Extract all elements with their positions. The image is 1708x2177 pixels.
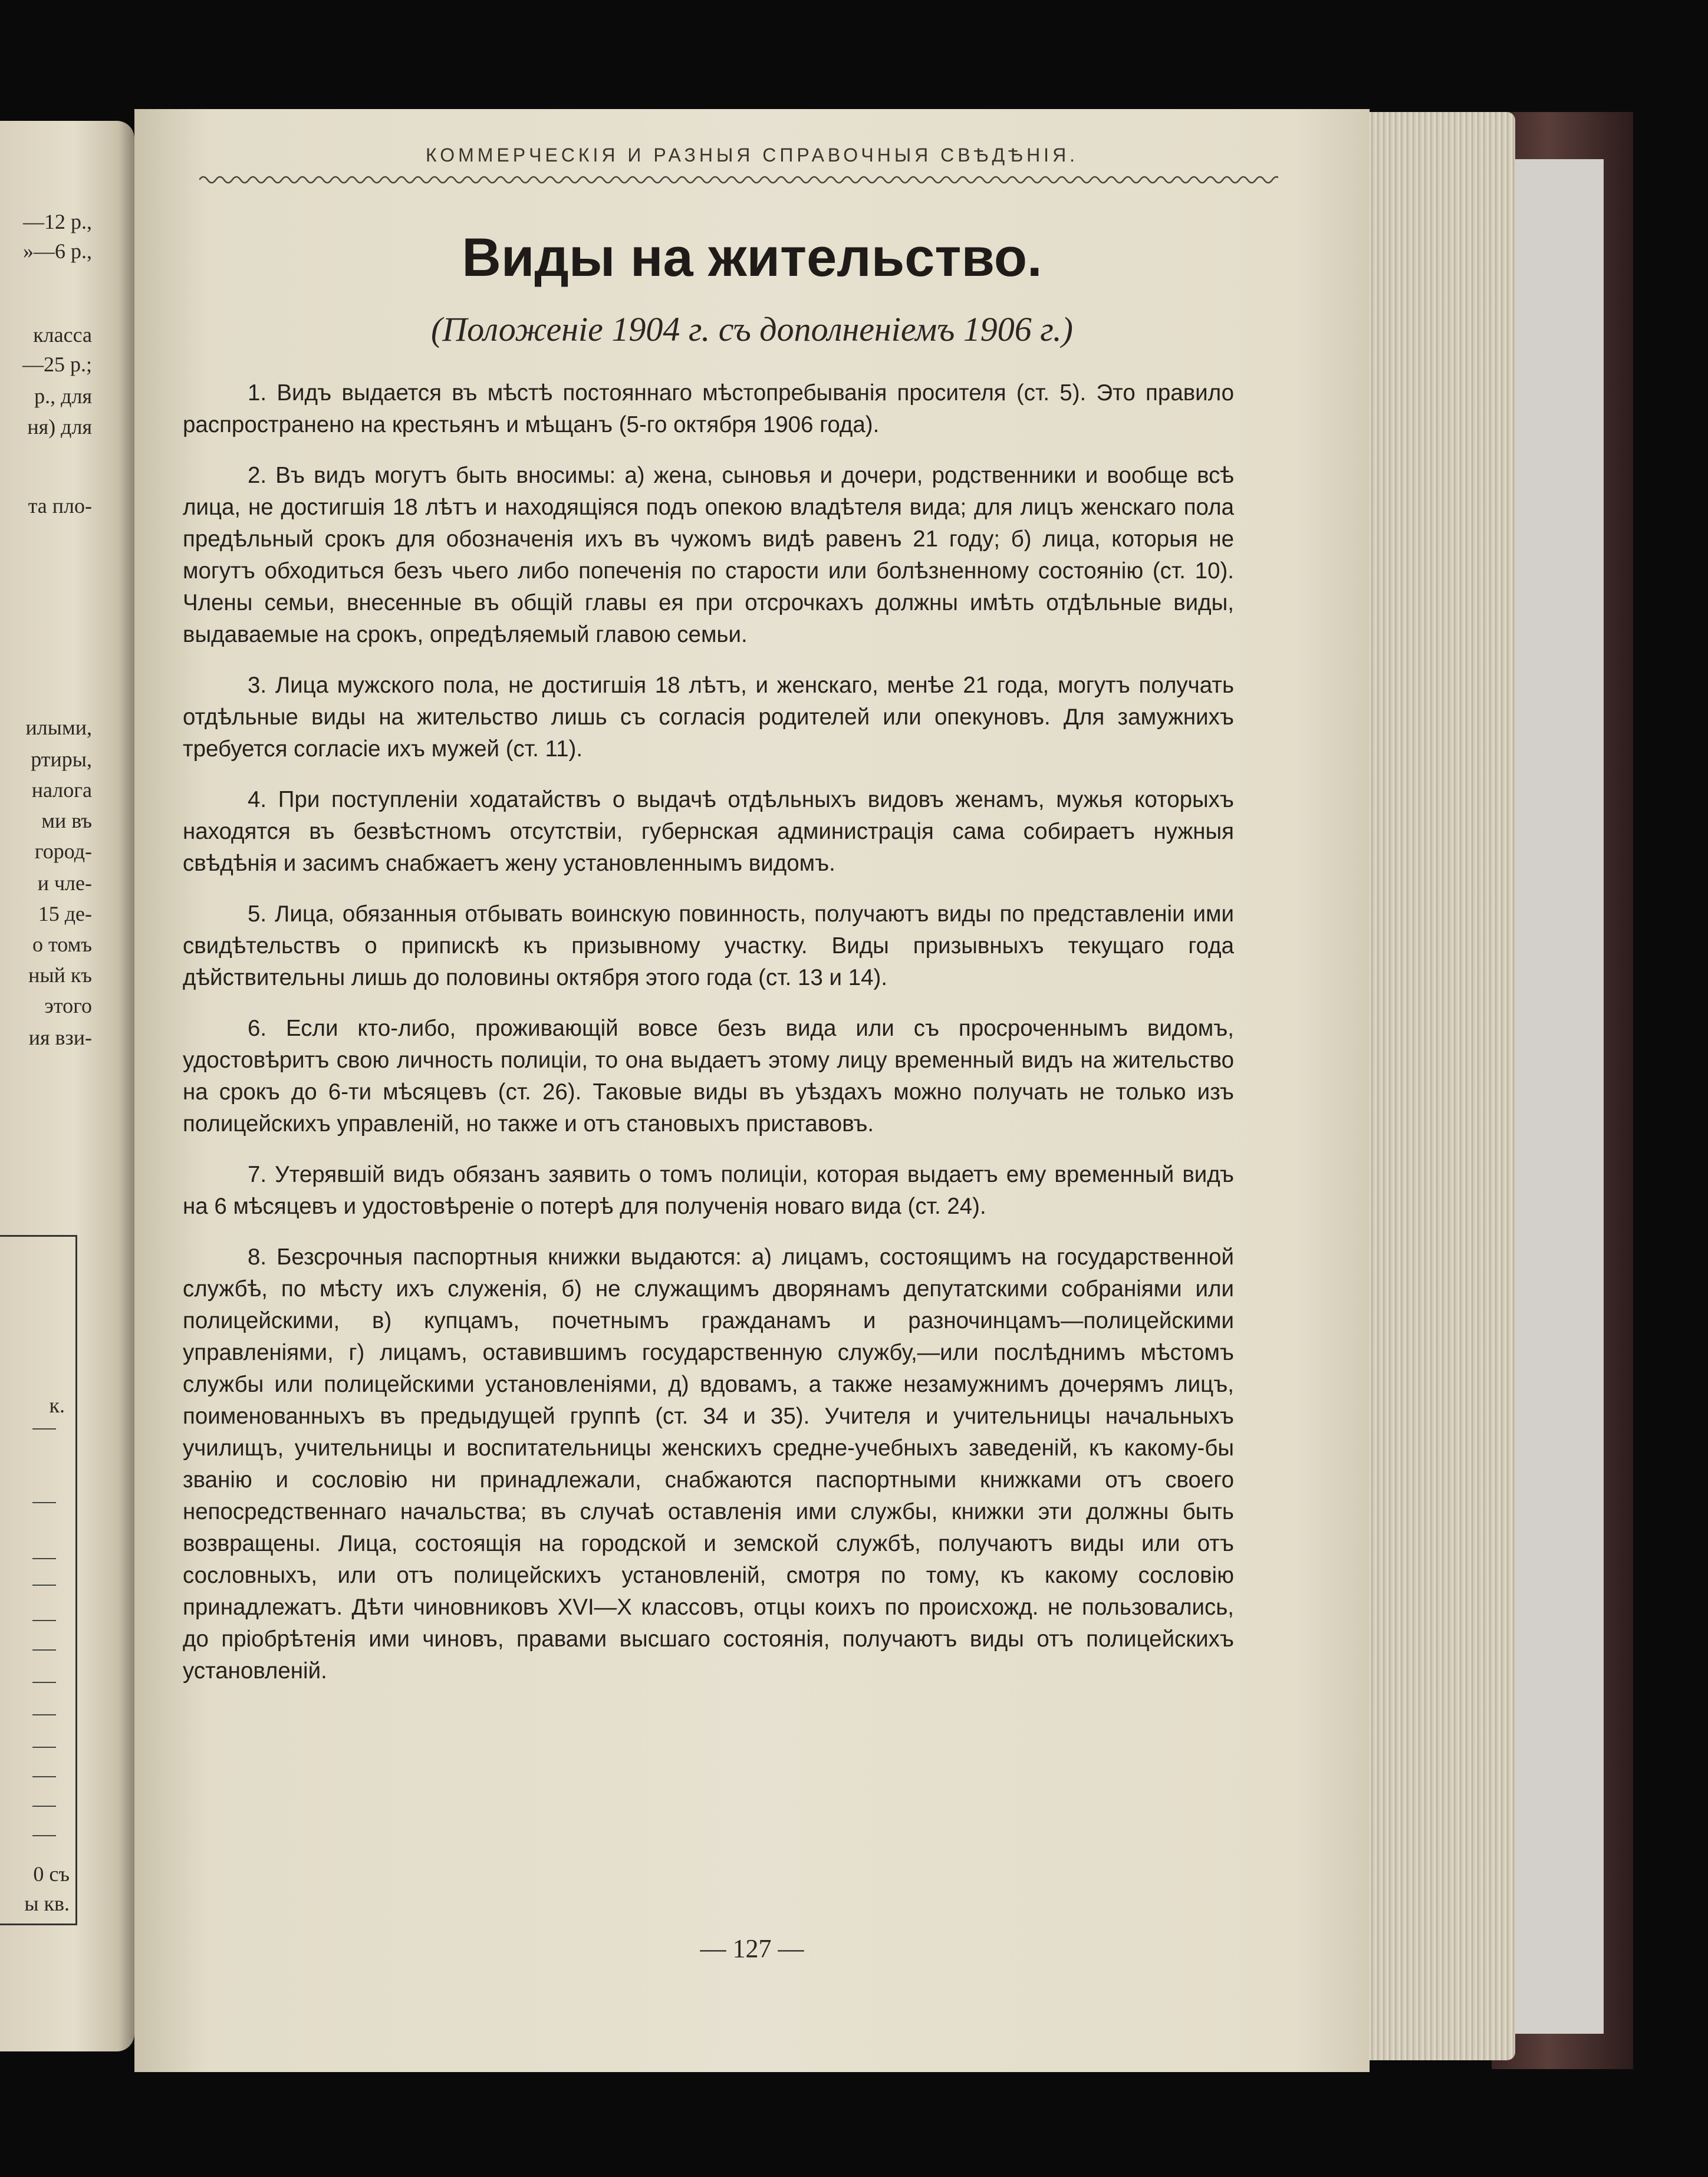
page-title: Виды на жительство. [462, 228, 1042, 288]
left-fragment: р., для [34, 384, 92, 408]
book-page [134, 109, 1370, 2072]
paragraph-4: 4. При поступленіи ходатайствъ о выдачѣ отдѣльныхъ видовъ женамъ, мужья которыхъ находятся въ безвѣстномъ отсутствіи, губернская администрація сама собираетъ нужныя свѣдѣнія и засимъ снабжаетъ жену установленнымъ видомъ. [183, 787, 1234, 876]
paragraph-8: 8. Безсрочныя паспортныя книжки выдаются: а) лицамъ, состоящимъ на государственной службѣ, по мѣсту ихъ служенія, б) не служащимъ дворянамъ депутатскими собраніями или полицейскими, в) купцамъ, почетнымъ гражданамъ и разночинцамъ—полицейскими управленіями, г) лицамъ, оставившимъ государственную службу,—или послѣднимъ мѣстомъ службы или полицейскими установленіями, д) вдовамъ, а также незамужнимъ дочерямъ лицъ, поименованныхъ въ предыдущей группѣ (ст. 34 и 35). Учителя и учительницы начальныхъ училищъ, учительницы и воспитательницы женскихъ средне-учебныхъ заведеній, къ какому-бы званію и сословію ни принадлежали, снабжаются паспортными книжками отъ своего непосредственнаго начальства; въ случаѣ оставленія ими службы, книжки эти должны быть возвращены. Лица, состоящія на городской и земской службѣ, получаютъ виды или отъ сословныхъ, или отъ полицейскихъ установленій, смотря по тому, къ какому сословію принадлежатъ. Дѣти чиновниковъ XVI—X классовъ, отцы коихъ по происхожд. не пользовались, до пріобрѣтенія ими чиновъ, правами высшаго состоянія, получаютъ виды отъ полицейскихъ установленій. [183, 1244, 1234, 1684]
left-fragment: 15 де- [38, 902, 92, 926]
running-head: КОММЕРЧЕСКІЯ И РАЗНЫЯ СПРАВОЧНЫЯ СВѢДѢНІЯ. [425, 144, 1079, 166]
paragraph-5: 5. Лица, обязанныя отбывать воинскую повинность, получаютъ виды по представленіи ими свидѣтельствъ о припискѣ къ призывному участку. Виды призывныхъ текущаго года дѣйствительны лишь до половины октября этого года (ст. 13 и 14). [183, 901, 1234, 990]
left-fragment: ми въ [41, 809, 92, 832]
left-fragment: ия взи- [28, 1026, 92, 1049]
left-table-header: к. [49, 1394, 65, 1417]
left-fragment: город- [34, 839, 92, 863]
paragraph-2: 2. Въ видъ могутъ быть вносимы: а) жена, сыновья и дочери, родственники и вообще всѣ лица, не достигшія 18 лѣтъ и находящіяся подъ опекою владѣтеля вида; для лицъ женскаго пола предѣльный срокъ для обозначенія ихъ въ чужомъ видѣ равенъ 21 году; б) лица, которыя не могутъ обходиться безъ чьего либо попеченія по старости или болѣзненному состоянію (ст. 10). Члены семьи, внесенные въ общій главы ея при отсрочкахъ должны имѣть отдѣльные виды, выдаваемые на срокъ, опредѣляемый главою семьи. [183, 463, 1234, 647]
paragraph-3: 3. Лица мужского пола, не достигшія 18 лѣтъ, и женскаго, менѣе 21 года, могутъ получать отдѣльные виды на жительство лишь съ согласія родителей или опекуновъ. Для замужнихъ требуется согласіе ихъ мужей (ст. 11). [183, 673, 1234, 762]
paragraph-6: 6. Если кто-либо, проживающій вовсе безъ вида или съ просроченнымъ видомъ, удостовѣритъ свою личность полиціи, то она выдаетъ этому лицу временный видъ на жительство на срокъ до 6-ти мѣсяцевъ (ст. 26). Таковые виды въ уѣздахъ можно получать не только изъ полицейскихъ управленій, но также и отъ становыхъ приставовъ. [183, 1016, 1234, 1137]
left-fragment: ный къ [28, 963, 92, 987]
left-fragment: та пло- [28, 494, 92, 518]
left-fragment: класса [33, 323, 92, 347]
left-table-note: ы кв. [24, 1892, 70, 1915]
page-subtitle: (Положеніе 1904 г. съ дополненіемъ 1906 г.) [430, 310, 1073, 348]
left-fragment: и чле- [37, 871, 92, 895]
left-table-note: 0 съ [33, 1862, 70, 1886]
left-fragment: ртиры, [31, 747, 92, 771]
left-fragment: —25 р.; [22, 353, 92, 376]
paragraph-7: 7. Утерявшій видъ обязанъ заявить о томъ полиціи, которая выдаетъ ему временный видъ на 6 мѣсяцевъ и удостовѣреніе о потерѣ для полученія новаго вида (ст. 24). [183, 1162, 1234, 1219]
left-fragment: ня) для [27, 415, 92, 439]
paragraph-1: 1. Видъ выдается въ мѣстѣ постояннаго мѣстопребыванія просителя (ст. 5). Это правило распространено на крестьянъ и мѣщанъ (5-го октября 1906 года). [183, 380, 1234, 437]
body-text [183, 377, 1234, 1706]
flyleaf [1515, 159, 1604, 2034]
left-fragment: —12 р., [23, 210, 92, 233]
page-number: — 127 — [700, 1934, 804, 1963]
left-table [0, 1235, 77, 1925]
left-fragment: илыми, [25, 716, 92, 739]
left-fragment: этого [44, 994, 92, 1017]
page-edges [1356, 112, 1515, 2060]
left-fragment: »—6 р., [23, 239, 92, 263]
left-page [0, 121, 134, 2051]
wavy-rule [199, 171, 1278, 189]
left-fragment: налога [31, 778, 92, 802]
left-fragment: о томъ [32, 933, 92, 956]
